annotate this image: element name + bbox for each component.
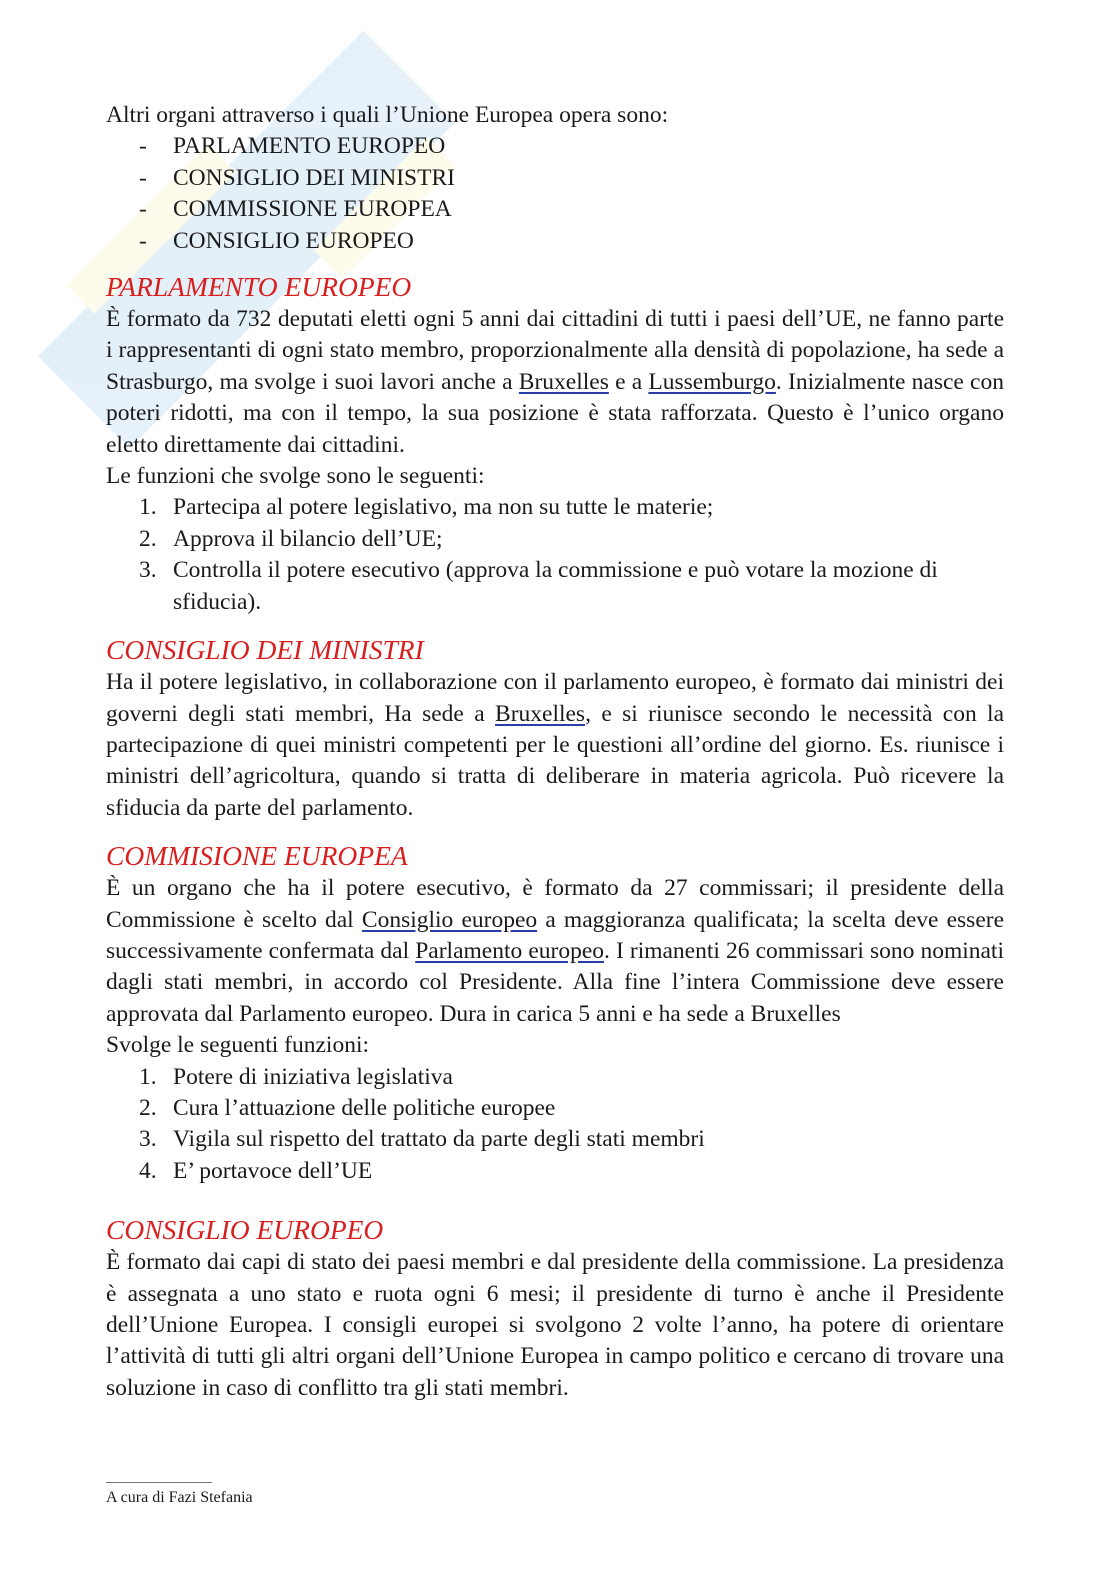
text-run: È formato da 732 deputati eletti ogni 5 anni dai cittadini di tutti i paesi dell’UE, ne fanno parte i rappresentanti di ogni stato membro, proporzionalmente alla densità di popolazione, ha sede a Strasburgo, ma svolge i suoi lavori anche a [106,306,1004,395]
list-item: - PARLAMENTO EUROPEO [106,131,1004,162]
consiglio-europeo-paragraph: È formato dai capi di stato dei paesi membri e dal presidente della commissione. La presidenza è assegnata a uno stato e ruota ogni 6 mesi; il presidente di turno è anche il Presidente dell’Unione Europea. I consigli europei si svolgono 2 volte l’anno, ha potere di orientare l’attività di tutti gli altri organi dell’Unione Europea in campo politico e cercano di trovare una soluzione in caso di conflitto tra gli stati membri. [106,1249,1004,1401]
list-item: - COMMISSIONE EUROPEA [106,194,1004,225]
list-item [106,1093,1004,1124]
text-run: È un organo che ha il potere esecutivo, è formato da 27 commissari; il presidente della Commissione è scelto dal [106,875,1004,933]
link-consiglio-europeo[interactable]: Consiglio europeo [361,906,538,933]
text-run: . I rimanenti 26 commissari sono nominati dagli stati membri, in accordo col Presidente. Alla fine l’intera Commissione deve essere approvata dal Parlamento europeo. Dura in carica 5 anni e ha sede a Bruxelles [106,937,1004,1027]
link-parlamento-europeo[interactable]: Parlamento europeo [415,937,605,964]
list-number: 1. [139,1063,157,1090]
text-run: a maggioranza qualificata; la scelta deve essere successivamente confermata dal [106,906,1005,964]
list-text: Controlla il potere esecutivo (approva la commissione e può votare la mozione di sfiducia). [173,557,938,615]
list-item [106,524,1004,555]
text-run: , e si riunisce secondo le necessità con la partecipazione di quei ministri competenti per le questioni all’ordine del giorno. Es. riunisce i ministri dell’agricoltura, quando si tratta di deliberare in materia agricola. Può ricevere la sfiducia da parte del parlamento. [106,700,1005,821]
parlamento-functions-list [106,492,1004,618]
commissione-functions-intro: Svolge le seguenti funzioni: [106,1032,370,1059]
document-content [106,100,1004,1404]
list-text: Partecipa al potere legislativo, ma non su tutte le materie; [173,494,714,521]
list-number: 4. [139,1157,157,1184]
section-title-consiglio-europeo: CONSIGLIO EUROPEO [106,1214,384,1246]
list-number: 2. [139,1094,157,1121]
section-title-consiglio-ministri: CONSIGLIO DEI MINISTRI [106,634,424,666]
list-text: Approva il bilancio dell’UE; [173,525,443,552]
text-run: . Inizialmente nasce con poteri ridotti, ma con il tempo, la sua posizione è stata rafforzata. Questo è l’unico organo eletto direttamente dai cittadini. [106,368,1004,458]
list-number: 3. [139,1126,157,1153]
section-title-parlamento: PARLAMENTO EUROPEO [106,271,412,303]
list-item [106,1124,1004,1155]
organs-list [106,131,1004,257]
list-number: 1. [139,494,157,521]
link-bruxelles[interactable]: Bruxelles [518,368,609,395]
section-title-commissione: COMMISIONE EUROPEA [106,840,408,872]
list-text: Cura l’attuazione delle politiche europee [173,1094,556,1121]
list-item: - CONSIGLIO DEI MINISTRI [106,163,1004,194]
commissione-functions-list [106,1062,1004,1188]
text-run: e a [608,368,649,395]
list-item [106,555,1004,618]
text-run: Ha il potere legislativo, in collaborazione con il parlamento europeo, è formato dai ministri dei governi degli stati membri, Ha sede a [106,669,1004,727]
list-item [106,1156,1004,1187]
link-bruxelles[interactable]: Bruxelles [495,700,586,727]
intro-text: Altri organi attraverso i quali l’Unione Europea opera sono: [106,102,669,128]
list-item: - CONSIGLIO EUROPEO [106,226,1004,257]
footnote-author: A cura di Fazi Stefania [106,1489,253,1506]
list-item [106,492,1004,523]
commissione-paragraph [106,873,1004,1030]
list-text: E’ portavoce dell’UE [173,1157,373,1184]
list-text: Potere di iniziativa legislativa [173,1063,453,1090]
link-lussemburgo[interactable]: Lussemburgo [648,368,776,395]
parlamento-functions-intro: Le funzioni che svolge sono le seguenti: [106,463,485,490]
consiglio-ministri-paragraph [106,667,1004,824]
list-item [106,1062,1004,1093]
list-number: 2. [139,525,157,552]
parlamento-paragraph [106,304,1004,461]
list-text: Vigila sul rispetto del trattato da parte degli stati membri [173,1126,705,1153]
footnote-divider [106,1482,212,1483]
list-number: 3. [139,557,157,584]
